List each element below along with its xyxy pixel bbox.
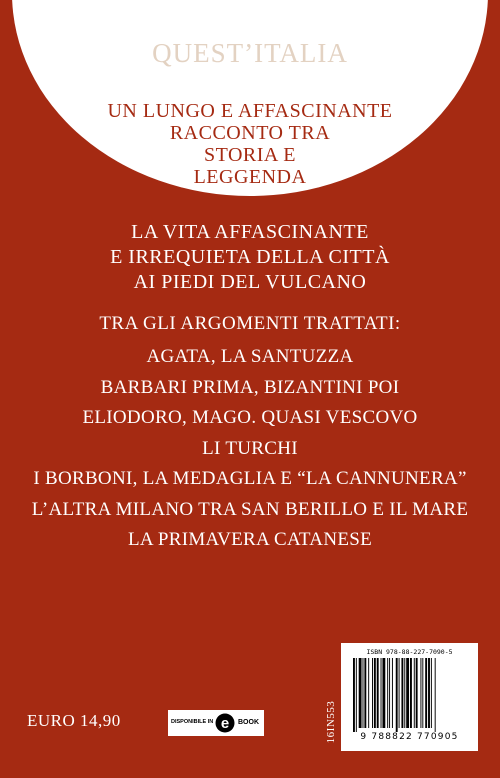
barcode-bar (420, 658, 421, 728)
barcode-bar (416, 658, 418, 728)
barcode-bar (389, 658, 390, 728)
ebook-e-letter: e (220, 715, 230, 732)
tagline-line: RACCONTO TRA (169, 122, 331, 144)
list-item: I BORBONI, LA MEDAGLIA E “LA CANNUNERA” (33, 468, 467, 489)
topics-list (0, 347, 500, 561)
barcode-bar (404, 658, 405, 728)
barcode-bar (422, 658, 423, 728)
barcode-bar (368, 658, 369, 728)
barcode-bar (431, 658, 432, 728)
intro-line: E IRREQUIETA DELLA CITTÀ (110, 246, 390, 268)
ebook-badge (168, 710, 264, 736)
list-item: BARBARI PRIMA, BIZANTINI POI (100, 376, 400, 398)
product-code-text: 16IN553 (325, 700, 337, 744)
barcode-bar (414, 658, 415, 728)
tagline (0, 100, 500, 188)
barcode-bar (377, 658, 379, 728)
isbn-text: ISBN 978-88-227-7090-5 (366, 648, 453, 656)
barcode-bar (410, 658, 412, 728)
barcode-bar (356, 658, 357, 732)
intro-line: AI PIEDI DEL VULCANO (133, 271, 367, 293)
price-label: EURO 14,90 (27, 711, 121, 730)
list-item: AGATA, LA SANTUZZA (146, 346, 354, 367)
barcode-bar (374, 658, 376, 728)
barcode-bar (364, 658, 366, 728)
tagline-line: STORIA E (204, 144, 296, 166)
barcode-bar (396, 658, 398, 732)
list-item: LA PRIMAVERA CATANESE (127, 529, 373, 550)
barcode-bar (387, 658, 388, 728)
tagline-line: LEGGENDA (193, 166, 307, 188)
barcode-bar (435, 658, 436, 732)
barcode-bar (363, 658, 364, 728)
barcode-bar (381, 658, 382, 728)
barcode-bar (359, 658, 362, 728)
barcode-bar (399, 658, 400, 728)
tagline-line: UN LUNGO E AFFASCINANTE (107, 100, 393, 122)
barcode-digits: 9 788822 770905 (360, 732, 459, 742)
intro-text (0, 220, 500, 295)
list-item: LI TURCHI (202, 437, 298, 459)
list-item: ELIODORO, MAGO. QUASI VESCOVO (82, 407, 418, 428)
barcode-bar (392, 658, 393, 728)
ebook-available-label: DISPONIBILE IN (171, 719, 214, 725)
barcode-bar (425, 658, 427, 728)
barcode-bar (372, 658, 373, 728)
list-item: L’ALTRA MILANO TRA SAN BERILLO E IL MARE (31, 498, 469, 520)
intro-line: LA VITA AFFASCINANTE (131, 221, 369, 243)
barcode-bar (428, 658, 430, 728)
barcode (341, 643, 478, 751)
topics-heading: TRA GLI ARGOMENTI TRATTATI: (99, 313, 401, 334)
series-title: QUEST’ITALIA (152, 38, 348, 68)
barcode-icon (351, 658, 468, 732)
barcode-bar (406, 658, 409, 728)
ebook-logo-icon (214, 713, 236, 733)
barcode-bar (382, 658, 385, 728)
ebook-book-label: BOOK (238, 719, 259, 726)
barcode-bar (353, 658, 355, 732)
barcode-bar (401, 658, 403, 728)
